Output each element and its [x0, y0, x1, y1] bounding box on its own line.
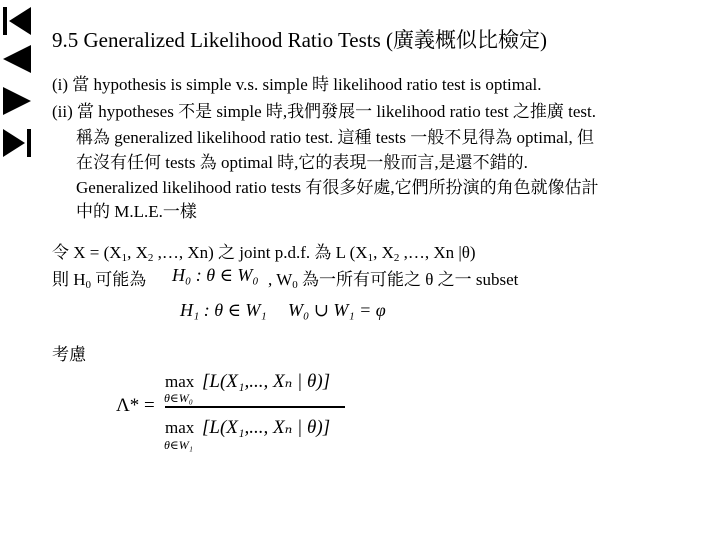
- definition-mid2: ,…, Xn) 之 joint p.d.f. 為 L (X: [153, 243, 368, 262]
- line-i: (i) 當 hypothesis is simple v.s. simple 時 likelihood ratio test is optimal.: [52, 75, 542, 94]
- definition-mid3: , X: [373, 243, 394, 262]
- definition-prefix: 令 X = (X: [52, 243, 122, 262]
- definition-line: [52, 238, 476, 264]
- hypothesis-sub: 0: [85, 279, 92, 291]
- previous-slide-button[interactable]: [0, 42, 34, 76]
- denominator-expression: [L(X₁,..., Xₙ | θ)]: [202, 417, 331, 438]
- first-slide-icon: [0, 4, 34, 38]
- line-ii-2: 稱為 generalized likelihood ratio test. 這種 tests 一般不見得為 optimal, 但: [76, 128, 594, 147]
- hypothesis-tail: [268, 265, 518, 291]
- line-ii-3: 在沒有任何 tests 為 optimal 時,它的表現一般而言,是還不錯的.: [76, 153, 528, 172]
- h1-formula: H₁ : θ ∈ W₁: [180, 300, 267, 320]
- denominator-max: max: [165, 418, 195, 437]
- hypothesis-line: [52, 265, 146, 291]
- hypothesis-mid: 可能為: [91, 270, 147, 289]
- numerator-subscript: θ∈W₀: [164, 391, 193, 405]
- line-ii-1: (ii) 當 hypotheses 不是 simple 時,我們發展一 likelihood ratio test 之推廣 test.: [52, 102, 596, 121]
- line-ii-4: Generalized likelihood ratio tests 有很多好處,它們所扮演的角色就像估計: [76, 178, 599, 197]
- first-slide-button[interactable]: [0, 4, 34, 38]
- hypothesis-w-prefix: , W: [268, 270, 293, 289]
- last-slide-icon: [0, 126, 34, 160]
- hypothesis-prefix: 則 H: [52, 270, 86, 289]
- denominator-subscript: θ∈W₁: [164, 438, 193, 452]
- numerator-expression: [L(X₁,..., Xₙ | θ)]: [202, 371, 331, 392]
- subscript-2b: 2: [393, 252, 400, 264]
- previous-slide-icon: [0, 42, 34, 76]
- h0-formula: H₀ : θ ∈ W₀: [172, 265, 259, 285]
- next-slide-button[interactable]: [0, 84, 34, 118]
- definition-suffix: ,…, Xn |θ): [399, 243, 476, 262]
- numerator-max: max: [165, 372, 195, 391]
- line-ii-5: 中的 M.L.E.一樣: [76, 202, 197, 221]
- lambda-label: Λ* =: [116, 395, 155, 416]
- subscript-2a: 2: [147, 252, 154, 264]
- last-slide-button[interactable]: [0, 126, 34, 160]
- w-union-formula: W₀ ∪ W₁ = φ: [288, 300, 386, 320]
- definition-mid1: , X: [127, 243, 148, 262]
- slide-title: 9.5 Generalized Likelihood Ratio Tests (廣義概似比檢定): [52, 28, 548, 52]
- hypothesis-suffix: 為一所有可能之 θ 之一 subset: [297, 270, 519, 289]
- hypothesis-w-sub: 0: [292, 279, 298, 291]
- next-slide-icon: [0, 84, 34, 118]
- subscript-1b: 1: [367, 252, 374, 264]
- fraction-bar: [165, 406, 345, 408]
- consider-label: 考慮: [52, 345, 86, 364]
- subscript-1a: 1: [121, 252, 128, 264]
